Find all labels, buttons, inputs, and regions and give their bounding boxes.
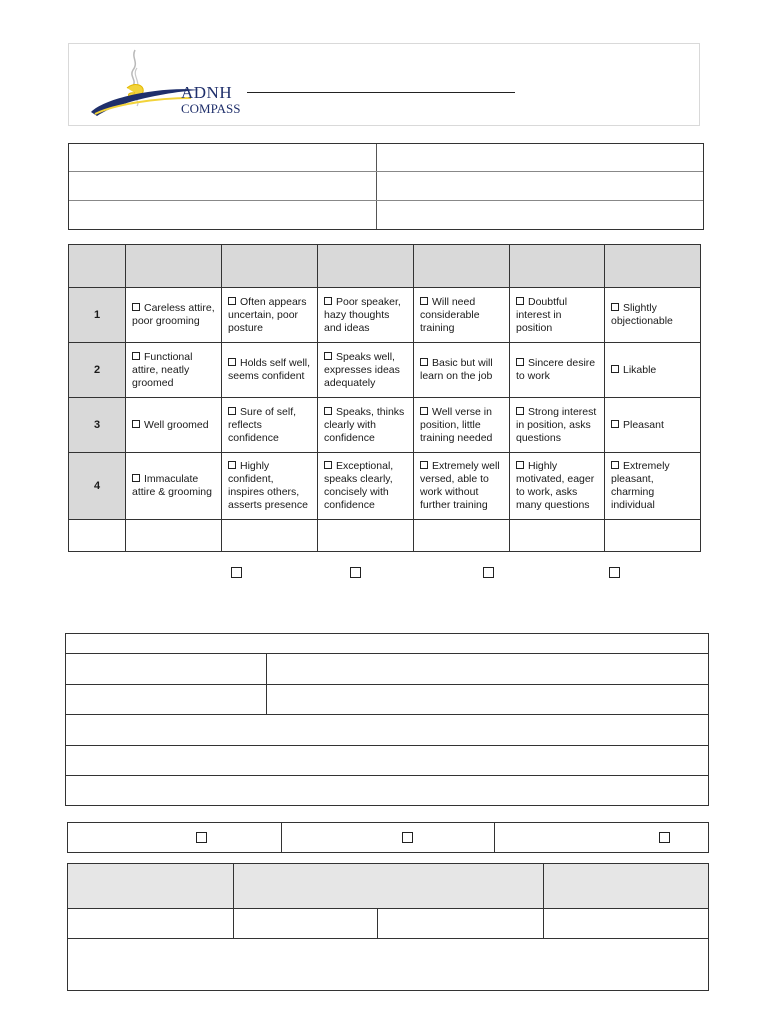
info-field[interactable] [69,172,377,199]
rating-header-row [69,245,701,288]
info-field[interactable] [377,201,703,229]
checkbox-icon[interactable] [228,358,236,366]
rating-option-text: Well verse in position, little training needed [420,405,493,444]
signature-row [68,909,708,939]
rating-option[interactable] [510,398,605,453]
overall-checkbox-icon[interactable] [609,567,620,578]
comments-label-cell[interactable] [66,685,267,715]
decision-checkbox-icon[interactable] [196,832,207,843]
comments-line[interactable] [66,746,708,777]
rating-option[interactable] [222,398,318,453]
decision-row [67,822,709,853]
logo-wordmark [181,84,241,115]
rating-option-text: Sincere desire to work [516,357,596,382]
signature-cell[interactable] [544,909,708,938]
rating-option[interactable] [414,398,510,453]
rating-option[interactable] [318,398,414,453]
rating-row [69,343,701,398]
decision-checkbox-icon[interactable] [659,832,670,843]
checkbox-icon[interactable] [516,358,524,366]
checkbox-icon[interactable] [132,352,140,360]
rating-table [68,244,701,552]
rating-option[interactable] [318,343,414,398]
rating-option[interactable] [510,453,605,520]
rating-option[interactable] [222,453,318,520]
form-title-line[interactable] [247,92,515,93]
rating-option[interactable] [318,453,414,520]
rating-header-cell [69,245,126,288]
info-field[interactable] [69,201,377,229]
rating-option-text: Poor speaker, hazy thoughts and ideas [324,295,401,334]
rating-option-text: Exceptional, speaks clearly, concisely with confidence [324,460,394,511]
decision-option[interactable] [495,823,708,852]
rating-option[interactable] [126,288,222,343]
rating-option-text: Basic but will learn on the job [420,357,493,382]
comments-line[interactable] [66,715,708,746]
rating-option[interactable] [605,453,701,520]
decision-checkbox-icon[interactable] [402,832,413,843]
signature-table [67,863,709,991]
rating-option[interactable] [414,288,510,343]
checkbox-icon[interactable] [516,297,524,305]
rating-option[interactable] [605,288,701,343]
rating-option-text: Functional attire, neatly groomed [132,350,193,389]
comments-line[interactable] [66,776,708,807]
candidate-info-table [68,143,704,230]
rating-total-cell[interactable] [222,520,318,552]
checkbox-icon[interactable] [516,407,524,415]
signature-header-cell [544,864,708,908]
logo-line-2: COMPASS [181,101,241,116]
rating-option-text: Doubtful interest in position [516,295,568,334]
checkbox-icon[interactable] [516,461,524,469]
rating-total-cell[interactable] [414,520,510,552]
rating-option-text: Extremely pleasant, charming individual [611,460,670,511]
form-header [68,43,700,126]
rating-total-cell[interactable] [510,520,605,552]
rating-option-text: Highly motivated, eager to work, asks many questions [516,460,595,511]
overall-checkbox-icon[interactable] [350,567,361,578]
rating-option[interactable] [126,343,222,398]
rating-option[interactable] [510,288,605,343]
rating-score: 4 [69,453,126,520]
rating-option[interactable] [126,453,222,520]
checkbox-icon[interactable] [228,461,236,469]
overall-checkbox-icon[interactable] [483,567,494,578]
rating-header-cell [222,245,318,288]
signature-cell[interactable] [68,909,234,938]
decision-option[interactable] [282,823,495,852]
rating-option-text: Likable [623,363,657,376]
rating-option[interactable] [318,288,414,343]
checkbox-icon[interactable] [324,407,332,415]
rating-total-cell[interactable] [126,520,222,552]
decision-option[interactable] [68,823,282,852]
checkbox-icon[interactable] [420,407,428,415]
info-field[interactable] [377,144,703,171]
rating-header-cell [605,245,701,288]
comments-row [66,654,708,685]
checkbox-icon[interactable] [420,461,428,469]
checkbox-icon[interactable] [132,420,140,428]
rating-total-row [69,520,701,552]
rating-header-cell [414,245,510,288]
rating-total-cell[interactable] [605,520,701,552]
rating-option-text: Strong interest in position, asks questions [516,405,597,444]
checkbox-icon[interactable] [611,365,619,373]
overall-checkbox-icon[interactable] [231,567,242,578]
signature-header-row [68,864,708,909]
comments-value-cell[interactable] [267,654,708,684]
rating-total-cell[interactable] [69,520,126,552]
signature-cell[interactable] [234,909,378,938]
rating-row [69,398,701,453]
signature-remarks[interactable] [68,939,708,990]
rating-option-text: Highly confident, inspires others, asserts presence [228,460,308,511]
rating-score: 1 [69,288,126,343]
rating-option[interactable] [222,343,318,398]
checkbox-icon[interactable] [611,303,619,311]
rating-option[interactable] [605,343,701,398]
comments-header [66,634,708,654]
rating-option-text: Immaculate attire & grooming [132,473,212,498]
rating-option-text: Speaks well, expresses ideas adequately [324,350,400,389]
rating-header-cell [126,245,222,288]
info-field[interactable] [377,172,703,199]
comments-label-cell[interactable] [66,654,267,684]
checkbox-icon[interactable] [420,297,428,305]
checkbox-icon[interactable] [611,420,619,428]
rating-header-cell [510,245,605,288]
checkbox-icon[interactable] [611,461,619,469]
rating-option[interactable] [414,453,510,520]
rating-option-text: Extremely well versed, able to work without further training [420,460,500,511]
rating-option-text: Careless attire, poor grooming [132,302,215,327]
rating-option[interactable] [126,398,222,453]
rating-option-text: Sure of self, reflects confidence [228,405,297,444]
info-row [69,144,703,172]
rating-option-text: Well groomed [144,418,209,431]
rating-option-text: Slightly objectionable [611,302,673,327]
checkbox-icon[interactable] [324,297,332,305]
checkbox-icon[interactable] [420,358,428,366]
checkbox-icon[interactable] [324,461,332,469]
rating-score: 2 [69,343,126,398]
rating-header-cell [318,245,414,288]
info-row [69,201,703,229]
signature-header-cell [68,864,234,908]
rating-option[interactable] [605,398,701,453]
rating-option[interactable] [510,343,605,398]
info-field[interactable] [69,144,377,171]
checkbox-icon[interactable] [132,303,140,311]
rating-total-cell[interactable] [318,520,414,552]
comments-table [65,633,709,806]
rating-option-text: Holds self well, seems confident [228,357,311,382]
checkbox-icon[interactable] [132,474,140,482]
comments-row [66,685,708,716]
rating-option[interactable] [414,343,510,398]
rating-option-text: Pleasant [623,418,664,431]
rating-row [69,453,701,520]
info-row [69,172,703,200]
rating-option-text: Often appears uncertain, poor posture [228,295,307,334]
rating-score: 3 [69,398,126,453]
rating-option-text: Will need considerable training [420,295,480,334]
signature-cell[interactable] [378,909,544,938]
logo-line-1: ADNH [181,83,233,102]
rating-option[interactable] [222,288,318,343]
rating-option-text: Speaks, thinks clearly with confidence [324,405,405,444]
checkbox-icon[interactable] [324,352,332,360]
rating-row [69,288,701,343]
signature-header-cell [234,864,544,908]
checkbox-icon[interactable] [228,297,236,305]
comments-value-cell[interactable] [267,685,708,715]
checkbox-icon[interactable] [228,407,236,415]
